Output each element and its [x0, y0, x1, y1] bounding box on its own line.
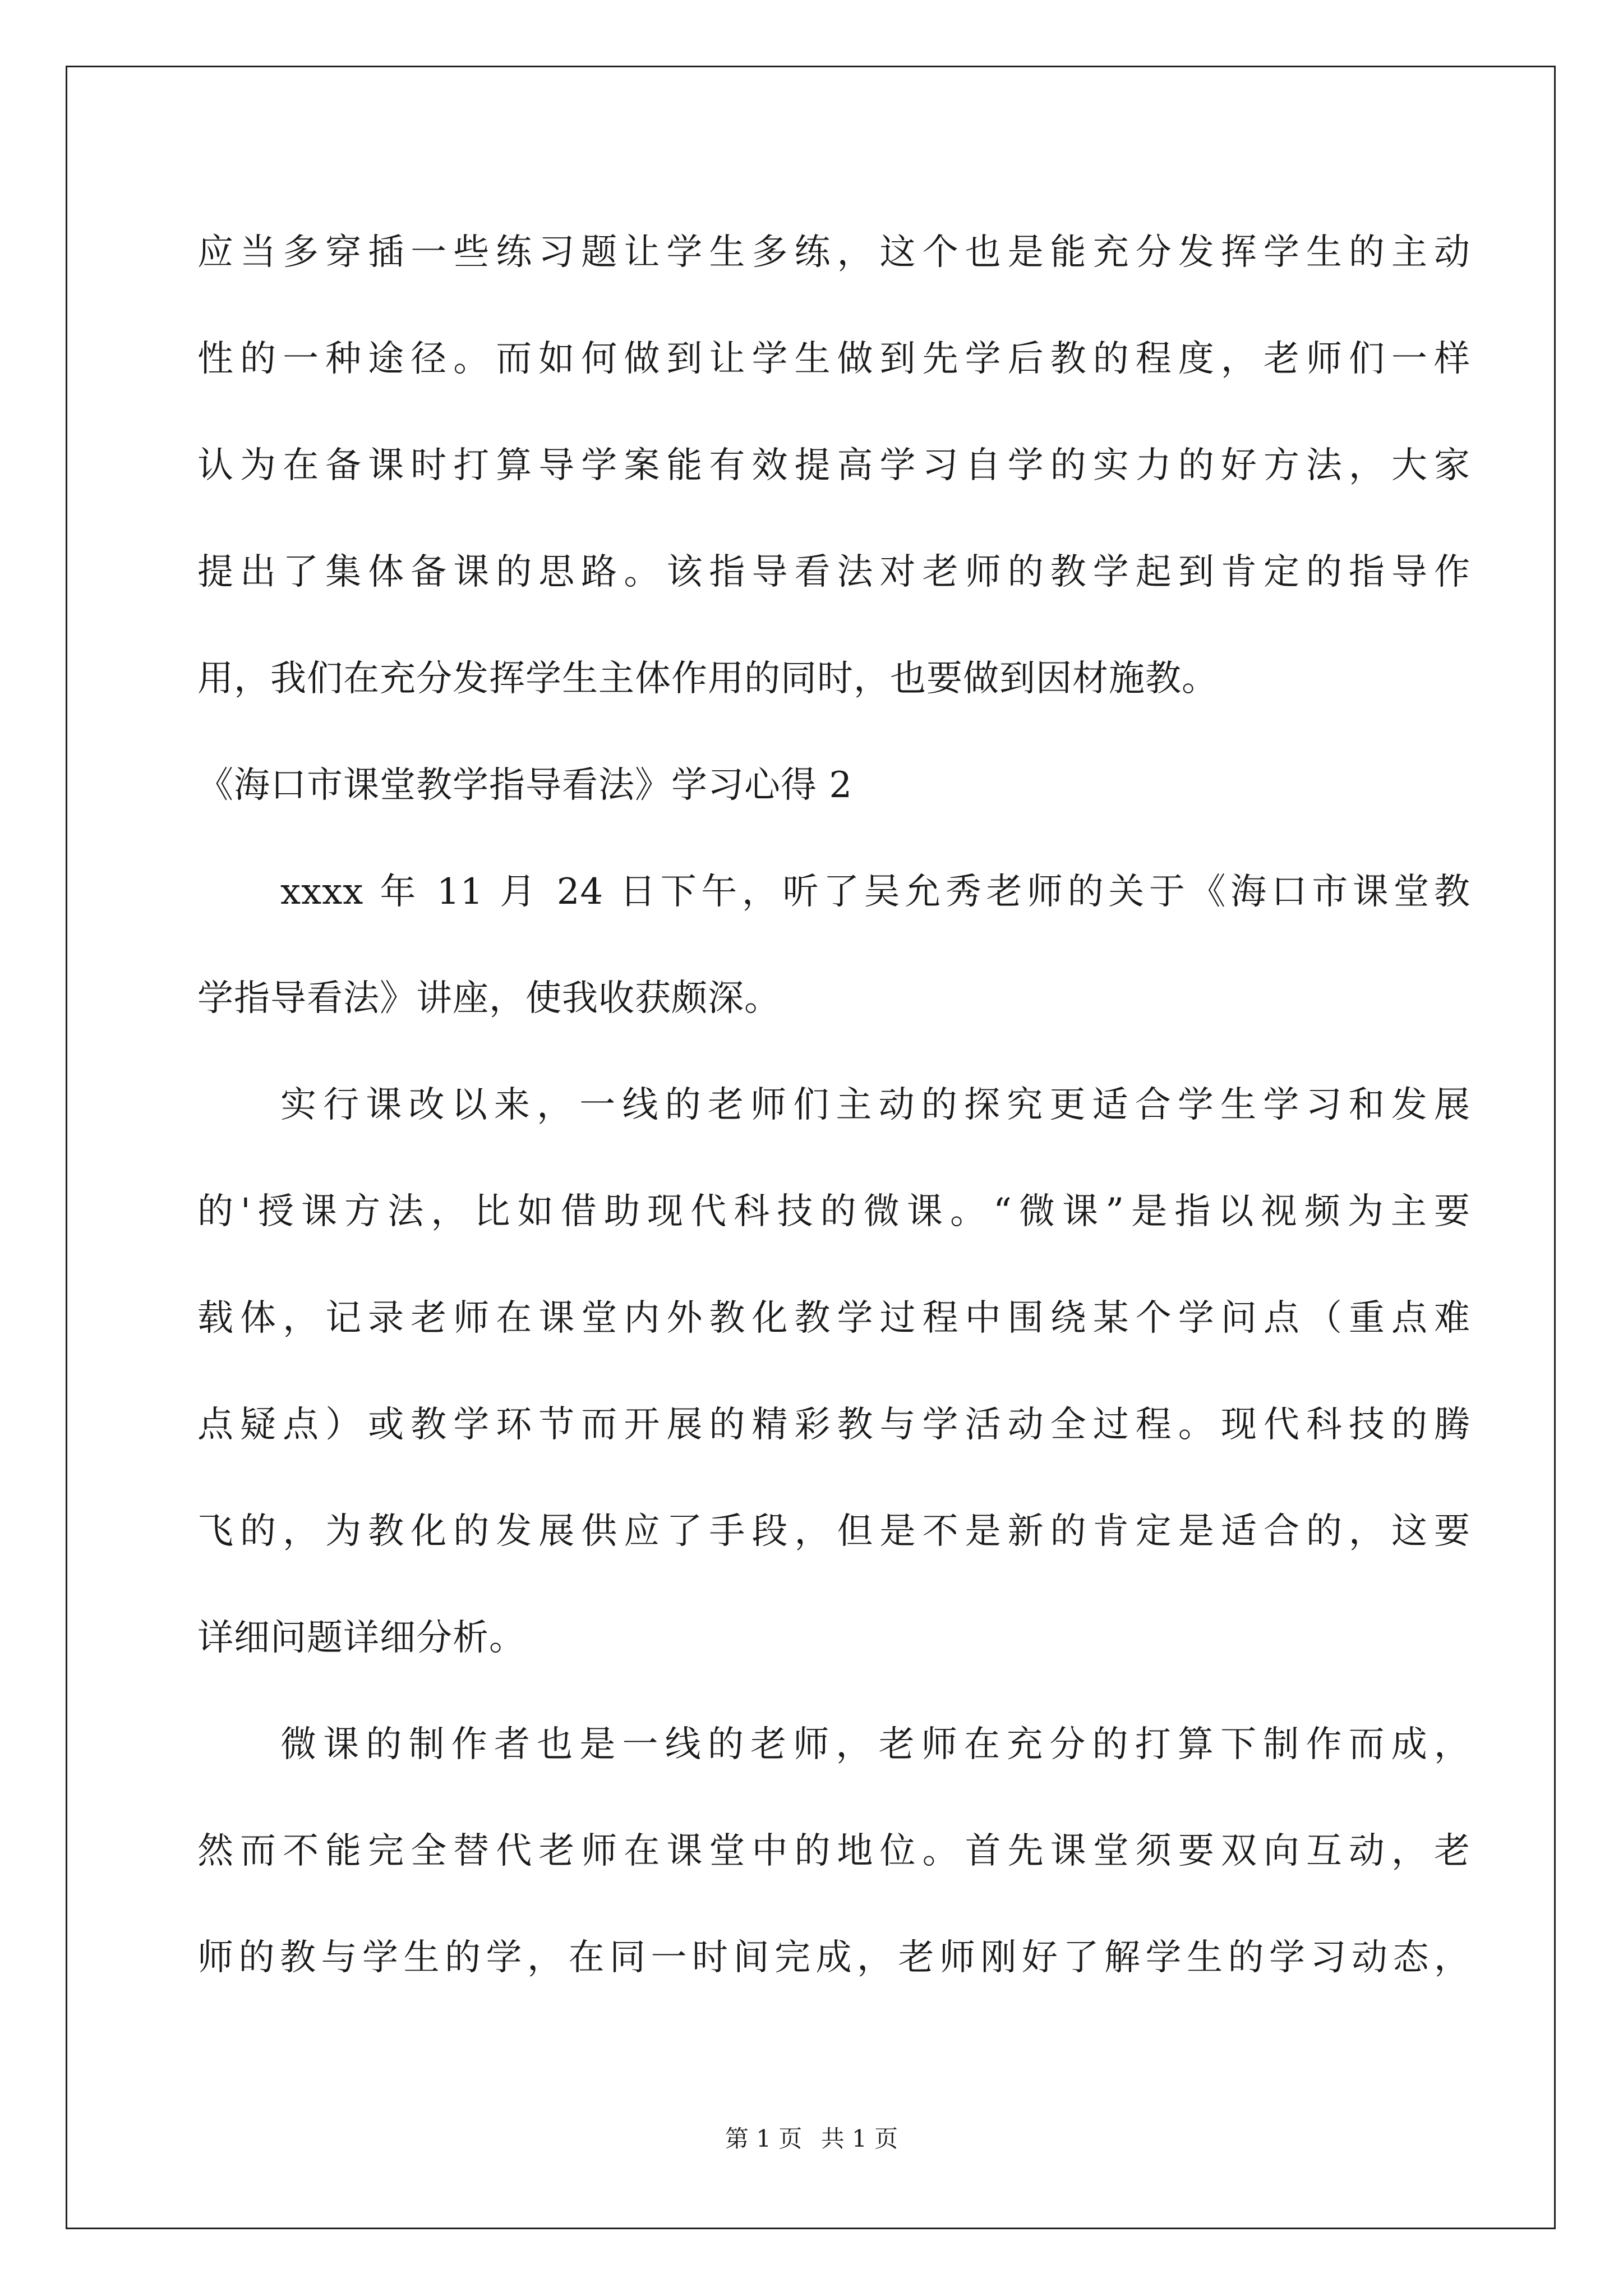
text-line: 学指导看法》讲座，使我收获颇深。	[197, 978, 781, 1019]
page-footer	[0, 2123, 1623, 2155]
text-line: 点疑点）或教学环节而开展的精彩教与学活动全过程。现代科技的腾	[197, 1404, 1470, 1446]
text-line: 认为在备课时打算导学案能有效提高学习自学的实力的好方法，大家	[197, 445, 1470, 486]
text-line: 微课的制作者也是一线的老师，老师在充分的打算下制作而成，	[280, 1724, 1470, 1765]
text-line: xxxx 年 11 月 24 日下午，听了吴允秀老师的关于《海口市课堂教	[280, 871, 1470, 913]
page-border	[66, 66, 1556, 2229]
text-line: 提出了集体备课的思路。该指导看法对老师的教学起到肯定的指导作	[197, 551, 1470, 593]
text-line: 飞的，为教化的发展供应了手段，但是不是新的肯定是适合的，这要	[197, 1511, 1470, 1552]
text-line: 用，我们在充分发挥学生主体作用的同时，也要做到因材施教。	[197, 658, 1218, 700]
text-line: 详细问题详细分析。	[197, 1617, 525, 1659]
text-line: 载体，记录老师在课堂内外教化教学过程中围绕某个学问点（重点难	[197, 1297, 1470, 1339]
text-line: 应当多穿插一些练习题让学生多练，这个也是能充分发挥学生的主动	[197, 232, 1470, 273]
text-line: 实行课改以来，一线的老师们主动的探究更适合学生学习和发展	[280, 1084, 1470, 1126]
text-line: 的'授课方法，比如借助现代科技的微课。“微课”是指以视频为主要	[197, 1191, 1470, 1232]
text-line: 然而不能完全替代老师在课堂中的地位。首先课堂须要双向互动，老	[197, 1830, 1470, 1872]
page-number: 第 1 页	[725, 2125, 803, 2152]
page-total: 共 1 页	[820, 2125, 898, 2152]
section-heading: 《海口市课堂教学指导看法》学习心得 2	[197, 765, 853, 806]
text-line: 师的教与学生的学，在同一时间完成，老师刚好了解学生的学习动态，	[197, 1937, 1470, 1978]
text-line: 性的一种途径。而如何做到让学生做到先学后教的程度，老师们一样	[197, 338, 1470, 380]
